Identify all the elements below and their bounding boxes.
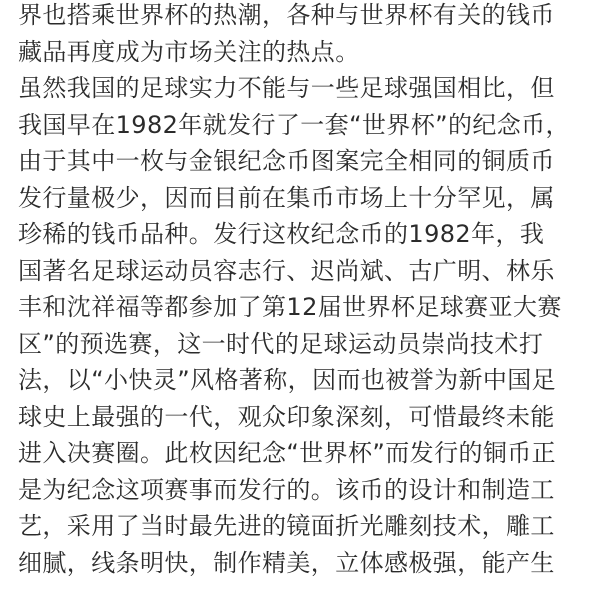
article-line: 我国早在1982年就发行了一套“世界杯”的纪念币， [18,110,570,139]
article-line: 藏品再度成为市场关注的热点。 [18,37,360,66]
article-line: 球史上最强的一代，观众印象深刻，可惜最终未能 [18,402,555,431]
article-line: 发行量极少，因而目前在集币市场上十分罕见，属 [18,183,555,212]
article-line: 区”的预选赛，这一时代的足球运动员崇尚技术打 [18,329,544,358]
article-line: 丰和沈祥福等都参加了第12届世界杯足球赛亚大赛 [18,293,562,321]
article-line: 细腻，线条明快，制作精美，立体感极强，能产生 [18,548,555,577]
article-line: 珍稀的钱币品种。发行这枚纪念币的1982年，我 [18,220,545,248]
article-line: 国著名足球运动员容志行、迟尚斌、古广明、林乐 [18,256,555,285]
article-line: 进入决赛圈。此枚因纪念“世界杯”而发行的铜币正 [18,439,557,467]
article-line: 法，以“小快灵”风格著称，因而也被誉为新中国足 [18,366,557,394]
article-line: 是为纪念这项赛事而发行的。该币的设计和制造工 [18,475,555,504]
article-line: 艺，采用了当时最先进的镜面折光雕刻技术，雕工 [18,512,555,540]
article-line: 虽然我国的足球实力不能与一些足球强国相比，但 [18,74,555,102]
article-line: 界也搭乘世界杯的热潮，各种与世界杯有关的钱币 [18,1,555,29]
article-line: 由于其中一枚与金银纪念币图案完全相同的铜质币 [18,147,555,175]
article-text [18,0,588,581]
